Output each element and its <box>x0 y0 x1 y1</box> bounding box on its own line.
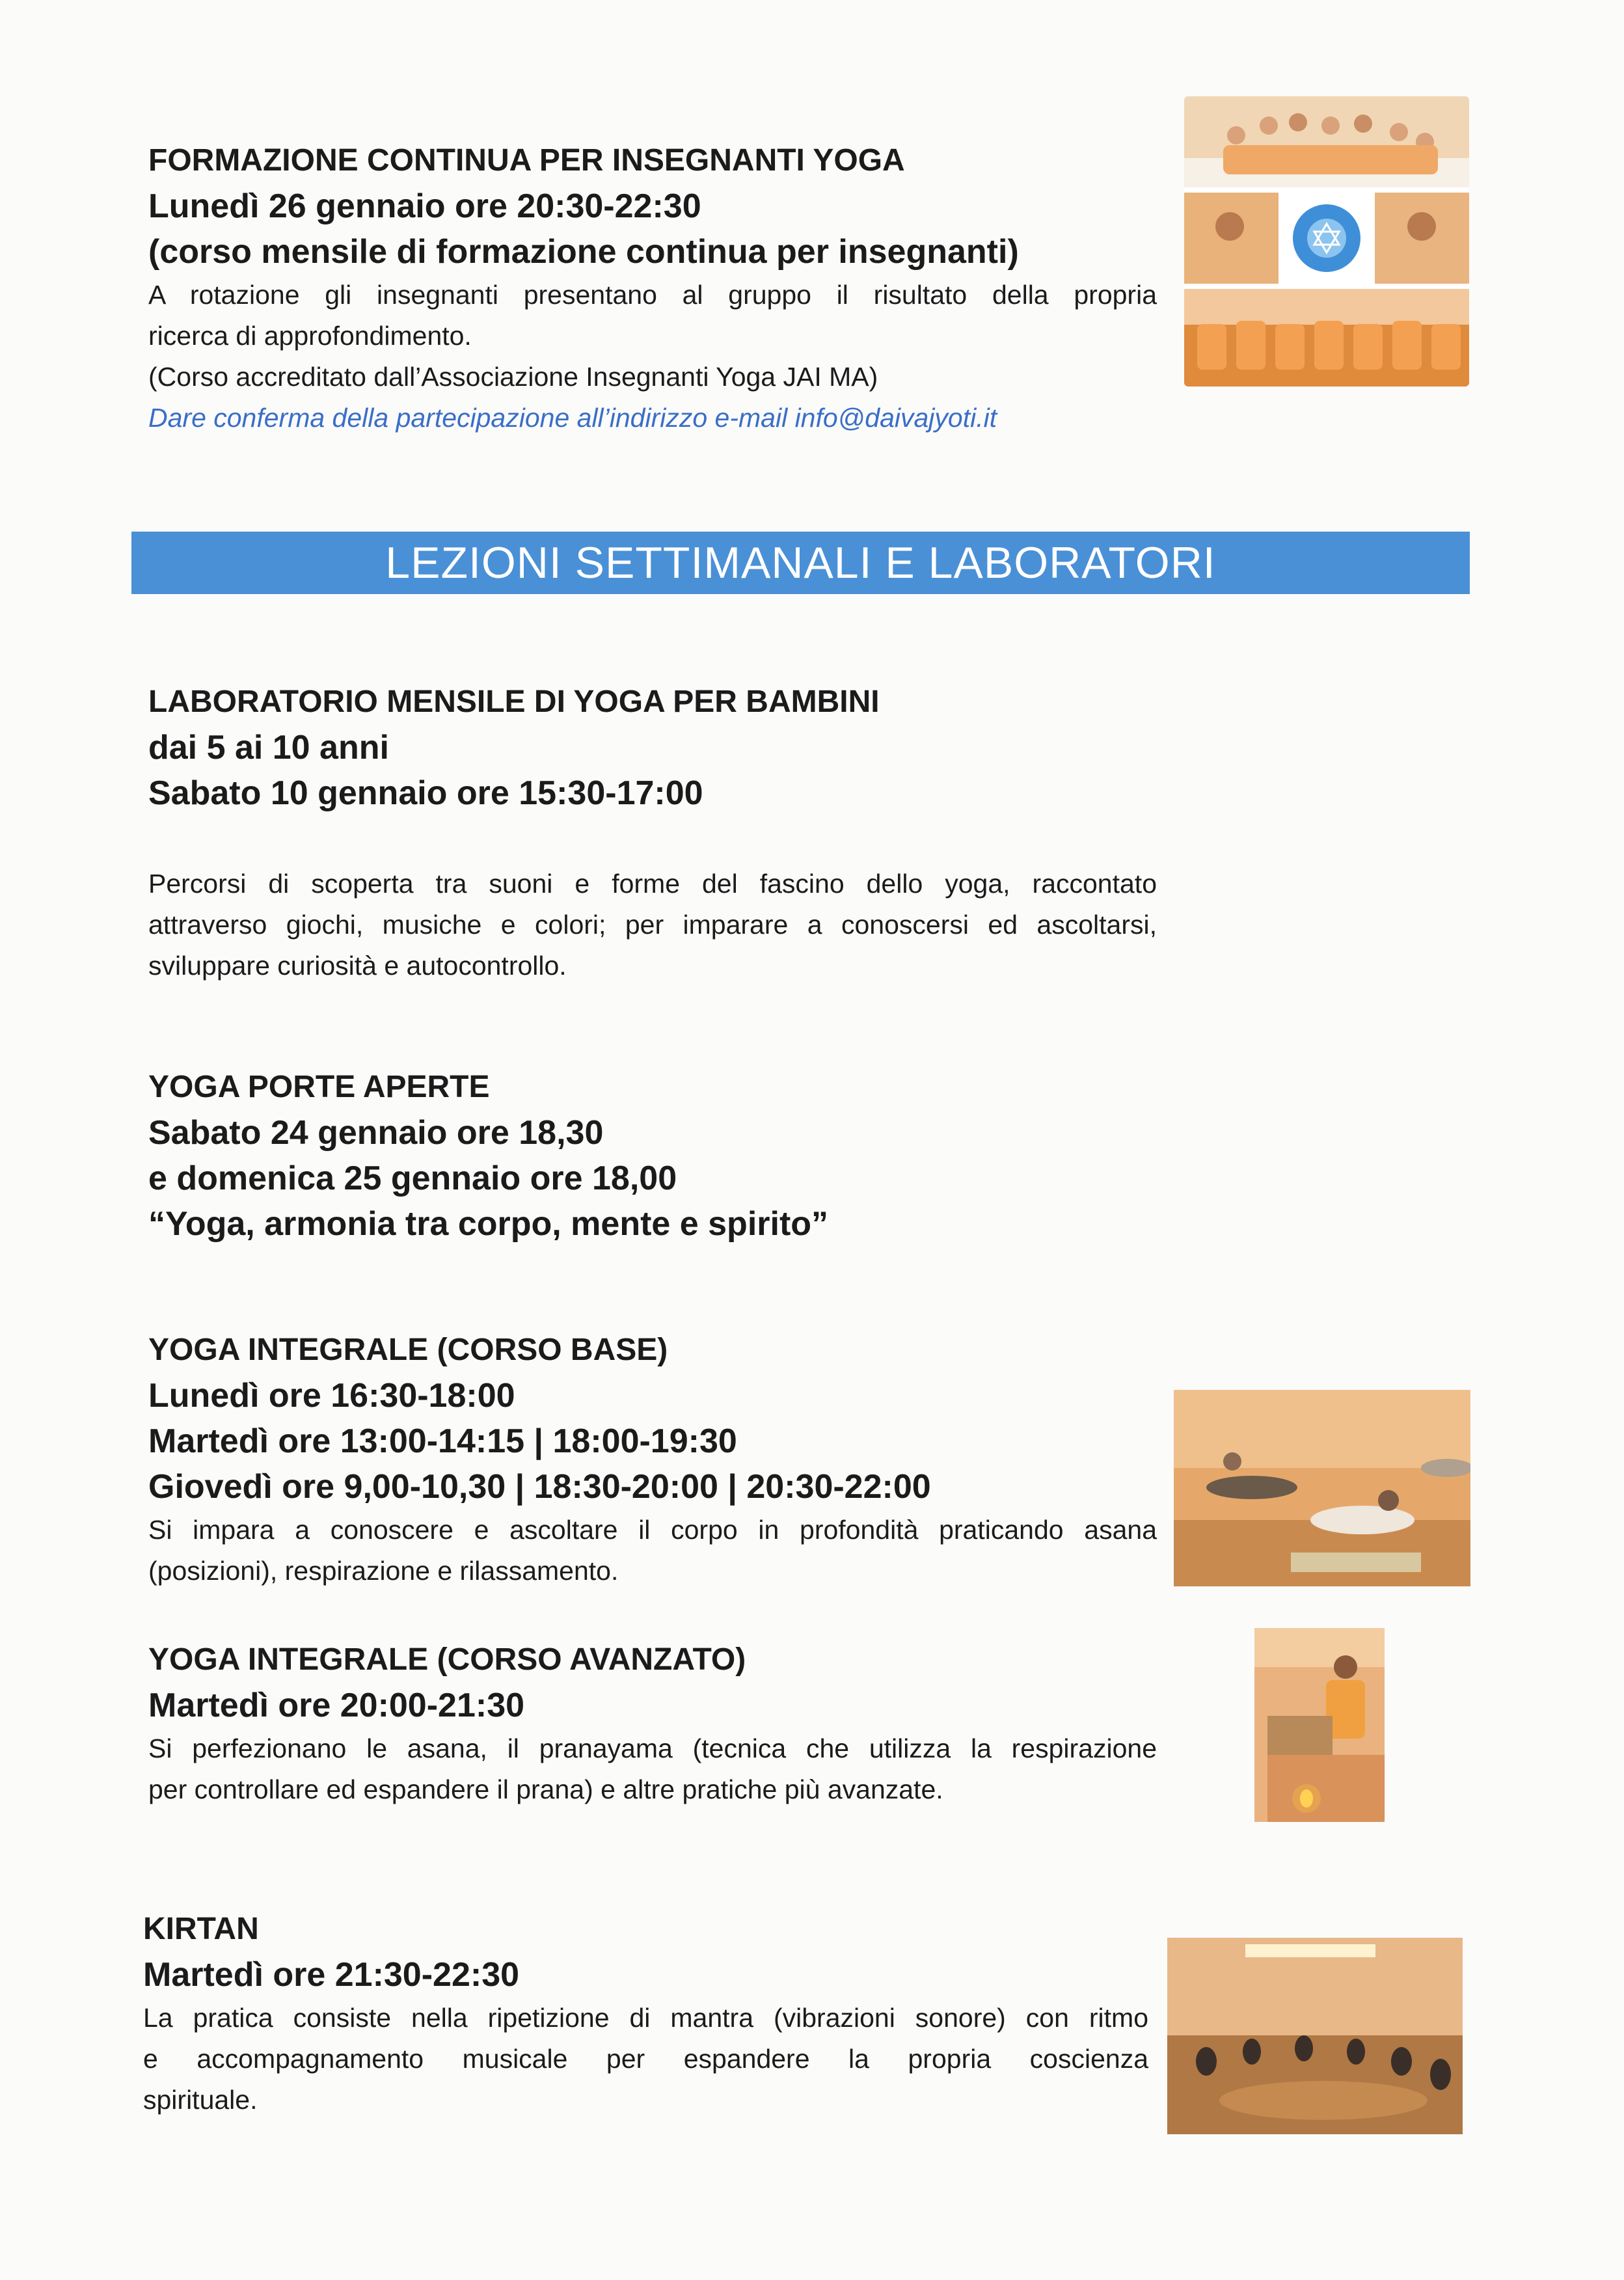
integrale-base-line-3: Giovedì ore 9,00-10,30 | 18:30-20:00 | 20:30-22:00 <box>148 1468 931 1506</box>
formazione-note: (Corso accreditato dall’Associazione Insegnanti Yoga JAI MA) <box>148 362 878 392</box>
integrale-avanzato-title: YOGA INTEGRALE (CORSO AVANZATO) <box>148 1642 746 1677</box>
kirtan-room-photo <box>1167 1938 1463 2134</box>
integrale-base-desc-1: Si impara a conoscere e ascoltare il corpo in profondità praticando asana <box>148 1515 1157 1545</box>
integrale-base-line-1: Lunedì ore 16:30-18:00 <box>148 1377 515 1415</box>
kirtan-title: KIRTAN <box>143 1912 259 1946</box>
bambini-desc-2: attraverso giochi, musiche e colori; per imparare a conoscersi ed ascoltarsi, <box>148 910 1157 940</box>
integrale-base-line-2: Martedì ore 13:00-14:15 | 18:00-19:30 <box>148 1422 737 1460</box>
porte-aperte-section <box>148 1065 1157 1247</box>
porte-aperte-title: YOGA PORTE APERTE <box>148 1070 490 1104</box>
formazione-title: FORMAZIONE CONTINUA PER INSEGNANTI YOGA <box>148 143 905 178</box>
bambini-section <box>148 679 1157 816</box>
bambini-desc-1: Percorsi di scoperta tra suoni e forme del fascino dello yoga, raccontato <box>148 869 1157 899</box>
bambini-date: Sabato 10 gennaio ore 15:30-17:00 <box>148 774 703 812</box>
bambini-title: LABORATORIO MENSILE DI YOGA PER BAMBINI <box>148 685 880 719</box>
kirtan-line-1: Martedì ore 21:30-22:30 <box>143 1956 520 1994</box>
bambini-desc-3: sviluppare curiosità e autocontrollo. <box>148 951 567 981</box>
weekly-lessons-banner: LEZIONI SETTIMANALI E LABORATORI <box>131 532 1470 594</box>
yoga-class-photo <box>1174 1390 1470 1586</box>
integrale-avanzato-desc-2: per controllare ed espandere il prana) e altre pratiche più avanzate. <box>148 1774 943 1804</box>
teacher-meditation-photo <box>1254 1628 1385 1822</box>
integrale-base-desc-2: (posizioni), respirazione e rilassamento. <box>148 1556 619 1586</box>
porte-aperte-quote: “Yoga, armonia tra corpo, mente e spirito” <box>148 1205 829 1243</box>
formazione-desc-2: ricerca di approfondimento. <box>148 321 472 351</box>
porte-aperte-date-2: e domenica 25 gennaio ore 18,00 <box>148 1160 677 1197</box>
integrale-avanzato-section <box>148 1637 1157 1810</box>
bambini-description <box>148 863 1157 986</box>
formazione-subtitle: (corso mensile di formazione continua per insegnanti) <box>148 233 1019 271</box>
integrale-avanzato-line-1: Martedì ore 20:00-21:30 <box>148 1687 525 1724</box>
kirtan-desc-2: e accompagnamento musicale per espandere la propria coscienza <box>143 2044 1148 2074</box>
porte-aperte-date-1: Sabato 24 gennaio ore 18,30 <box>148 1114 604 1152</box>
integrale-base-section <box>148 1327 1157 1592</box>
formazione-date: Lunedì 26 gennaio ore 20:30-22:30 <box>148 187 701 225</box>
kirtan-section <box>143 1907 1148 2121</box>
integrale-avanzato-desc-1: Si perfezionano le asana, il pranayama (tecnica che utilizza la respirazione <box>148 1733 1157 1763</box>
kirtan-desc-1: La pratica consiste nella ripetizione di mantra (vibrazioni sonore) con ritmo <box>143 2003 1148 2033</box>
kirtan-desc-3: spirituale. <box>143 2085 258 2115</box>
bambini-ages: dai 5 ai 10 anni <box>148 729 389 767</box>
integrale-base-title: YOGA INTEGRALE (CORSO BASE) <box>148 1333 668 1367</box>
formazione-email-confirm[interactable]: Dare conferma della partecipazione all’indirizzo e-mail info@daivajyoti.it <box>148 403 997 433</box>
formazione-section <box>148 138 1157 439</box>
formazione-desc-1: A rotazione gli insegnanti presentano al gruppo il risultato della propria <box>148 280 1157 310</box>
teachers-collage-photo <box>1184 96 1469 387</box>
